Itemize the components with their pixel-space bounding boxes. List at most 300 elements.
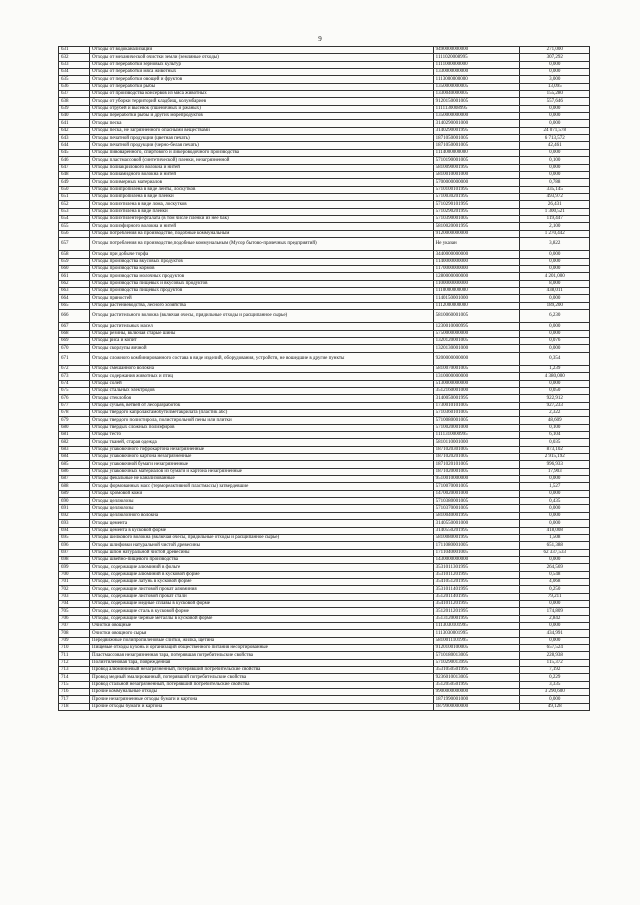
waste-code: 1330040000005 [433,91,520,98]
waste-name: Отходы упаковочного картона незагрязненные [90,454,434,461]
table-row [59,323,590,330]
waste-code: 1320120001005 [433,337,520,344]
waste-code: 3531011201995 [433,571,520,578]
waste-code: 9120150001005 [433,98,520,105]
waste-code: 3140550201995 [433,527,520,534]
waste-code: 1330000000000 [433,69,520,76]
waste-name: Отходы полиэтилена в виде пленки [90,208,434,215]
waste-name: Отходы печатной продукции (черно-белая печать) [90,142,434,149]
waste-amount: 0,000 [520,113,590,120]
waste-code: 1111130008995 [433,105,520,112]
waste-code: 5710380001005 [433,498,520,505]
row-number: 708 [59,630,90,637]
row-number: 656 [59,230,90,237]
waste-name: Отходы шелкового волокна (включая очесы, прядильные отходы и расщипанное сырье) [90,534,434,541]
table-row [59,149,590,156]
row-number: 633 [59,61,90,68]
waste-code: 1112000000000 [433,302,520,309]
waste-name: Отходы от переработки овощей и фруктов [90,76,434,83]
waste-name: Отходы фекальные не канализованные [90,476,434,483]
table-row [59,630,590,637]
table-row [59,47,590,54]
waste-code: 1113030001995 [433,630,520,637]
waste-name: Отходы, содержащие листовой прокат стали [90,593,434,600]
table-row [59,387,590,394]
waste-name: Отходы, содержащие сталь в кусковой форме [90,608,434,615]
row-number: 646 [59,157,90,164]
waste-amount: 174,809 [520,608,590,615]
waste-code: 1111000000000 [433,61,520,68]
waste-amount: 0,000 [520,258,590,265]
waste-name: Отходы резины, включая старые шины [90,330,434,337]
waste-name: Отходы содержания животных и птиц [90,373,434,380]
row-number: 660 [59,265,90,272]
waste-code: 3140290001000 [433,120,520,127]
row-number: 663 [59,287,90,294]
table-row [59,615,590,622]
waste-amount: 264,569 [520,564,590,571]
table-row [59,230,590,237]
waste-name: Очистки овощного сырья [90,630,434,637]
waste-amount: 0,000 [520,520,590,527]
table-row [59,652,590,659]
row-number: 652 [59,201,90,208]
waste-code: 9236010013005 [433,674,520,681]
waste-name: Отходы полиэтилентерефталата (в том числе пленки из нее бак) [90,215,434,222]
waste-amount: 24 071,578 [520,127,590,134]
row-number: 717 [59,696,90,703]
waste-amount: 651,388 [520,542,590,549]
waste-name: Отходы пряностей [90,295,434,302]
waste-code: 3440000000000 [433,251,520,258]
table-row [59,365,590,372]
waste-code: 1310000000000 [433,373,520,380]
waste-name: Отходы упаковочных материалов из бумаги и картона незагрязненные [90,468,434,475]
waste-code: 5810010001000 [433,171,520,178]
waste-name: Отходы полиэфирного волокна и нитей [90,223,434,230]
waste-amount: 0,000 [520,69,590,76]
waste-code: 1879900000000 [433,703,520,710]
waste-name: Отходы полипропилена в виде пленки [90,193,434,200]
waste-amount: 0,000 [520,345,590,352]
waste-table [58,46,590,711]
waste-amount: 0,788 [520,179,590,186]
waste-name: Отходы от переработки мяса животных [90,69,434,76]
waste-code: 1114000000000 [433,149,520,156]
waste-name: Отходы твердых сложных полиэфиров [90,424,434,431]
row-number: 688 [59,483,90,490]
row-number: 648 [59,171,90,178]
row-number: 702 [59,586,90,593]
table-row [59,689,590,696]
table-row [59,512,590,519]
row-number: 713 [59,667,90,674]
waste-amount: 3,000 [520,76,590,83]
waste-code: 1230010000995 [433,323,520,330]
waste-name: Отходы производства вкусовых продуктов [90,258,434,265]
row-number: 703 [59,593,90,600]
row-number: 634 [59,69,90,76]
waste-code: 5810080001995 [433,534,520,541]
waste-name: Отходы хромовой кожи [90,490,434,497]
waste-code: 3140550001000 [433,520,520,527]
waste-name: Отходы, содержащие латунь в кусковой форме [90,578,434,585]
waste-code: 3512160001000 [433,387,520,394]
waste-code: 1100000000000 [433,280,520,287]
row-number: 707 [59,622,90,629]
table-row [59,395,590,402]
row-number: 643 [59,135,90,142]
waste-amount: 3,822 [520,237,590,250]
table-row [59,265,590,272]
waste-amount: 557,646 [520,98,590,105]
row-number: 679 [59,417,90,424]
row-number: 676 [59,395,90,402]
waste-name: Отходы переработки рыбы и других морепродуктов [90,113,434,120]
waste-amount: 493,972 [520,193,590,200]
waste-code: 3531011401995 [433,586,520,593]
row-number: 681 [59,432,90,439]
waste-name: Отходы при добыче торфа [90,251,434,258]
waste-name: Отходы от переработки зерновых культур [90,61,434,68]
waste-code: 1111310000995 [433,432,520,439]
table-row [59,564,590,571]
waste-code: 1280000000000 [433,273,520,280]
row-number: 690 [59,498,90,505]
waste-amount: 0,250 [520,586,590,593]
waste-code: 5700000000000 [433,179,520,186]
waste-name: Отходы отрубей и высевок (пшеничных и ржаных) [90,105,434,112]
waste-code: 5810090001995 [433,164,520,171]
waste-name: Отходы печатной продукции (цветная печать) [90,135,434,142]
waste-amount: 0,229 [520,674,590,681]
waste-name: Отходы полиакрилового волокна и нитей [90,164,434,171]
waste-amount: 0,000 [520,323,590,330]
waste-name: Отходы цемента в кусковой форме [90,527,434,534]
waste-code: 5710070001005 [433,483,520,490]
waste-name: Прочие незагрязненные отходы бумаги и картона [90,696,434,703]
waste-name: Отходы, содержащие медные сплавы в кусковой форме [90,600,434,607]
waste-code: 5710080001005 [433,417,520,424]
waste-amount: 4 201,000 [520,273,590,280]
waste-name: Отходы производства молочных продуктов [90,273,434,280]
waste-name: Отходы твердого полистирола, полистирольной пены или плитки [90,417,434,424]
waste-code: 9900000000000 [433,689,520,696]
waste-amount: 7,192 [520,667,590,674]
waste-amount: 0,000 [520,295,590,302]
row-number: 654 [59,215,90,222]
row-number: 651 [59,193,90,200]
waste-code: 5810040001995 [433,512,520,519]
row-number: 706 [59,615,90,622]
waste-code: 1140150001000 [433,295,520,302]
table-row [59,330,590,337]
waste-name: Провод медный эмалированный, потерявший потребительские свойства [90,674,434,681]
waste-name: Отходы целлюлозы [90,505,434,512]
table-row [59,135,590,142]
waste-amount: 0,000 [520,505,590,512]
waste-code: 5710020001000 [433,424,520,431]
row-number: 684 [59,454,90,461]
waste-name: Отходы целлюлозного волокна [90,512,434,519]
table-row [59,659,590,666]
waste-amount: 48,609 [520,417,590,424]
waste-code: 5810070001005 [433,365,520,372]
waste-amount: 0,100 [520,424,590,431]
row-number: 667 [59,323,90,330]
waste-name: Отходы стальных электродов [90,387,434,394]
waste-code: 3513120001995 [433,615,520,622]
row-number: 692 [59,512,90,519]
table-row [59,105,590,112]
table-row [59,208,590,215]
waste-amount: 155,280 [520,91,590,98]
row-number: 668 [59,330,90,337]
row-number: 677 [59,402,90,409]
row-number: 680 [59,424,90,431]
row-number: 631 [59,47,90,54]
row-number: 693 [59,520,90,527]
waste-code: 1871020101005 [433,461,520,468]
waste-amount: 0,000 [520,637,590,644]
waste-name: Отходы шлифовки натуральной чистой древесины [90,542,434,549]
waste-amount: 0,100 [520,157,590,164]
waste-amount: 0,000 [520,490,590,497]
waste-name: Отходы сложного комбинированного состава в виде изделий, оборудования, устройств, не вошедшие в другие пункты [90,352,434,365]
waste-amount: 0,000 [520,105,590,112]
waste-amount: 0,000 [520,512,590,519]
waste-code: 1711040001005 [433,549,520,556]
waste-name: Отходы сучьев, ветвей от лесоразработок [90,402,434,409]
row-number: 639 [59,105,90,112]
waste-code: 1113000000000 [433,76,520,83]
waste-amount: 307,292 [520,54,590,61]
waste-name: Отходы, содержащие алюминий в фольге [90,564,434,571]
waste-amount: 119,447 [520,215,590,222]
waste-code: 5710100101995 [433,186,520,193]
waste-code: 9200000000000 [433,352,520,365]
waste-code: 5810060001005 [433,309,520,322]
table-row [59,608,590,615]
row-number: 705 [59,608,90,615]
table-row [59,439,590,446]
row-number: 715 [59,681,90,688]
waste-name: Провод алюминиевый незагрязненный, потерявший потребительские свойства [90,667,434,674]
waste-code: 9120100100005 [433,645,520,652]
waste-amount: 0,548 [520,571,590,578]
row-number: 712 [59,659,90,666]
waste-amount: 6 713,572 [520,135,590,142]
waste-name: Отходы растительных масел [90,323,434,330]
waste-code: 5710370001005 [433,505,520,512]
waste-name: Отходы цемента [90,520,434,527]
table-row [59,251,590,258]
waste-name: Отходы скорлупы яичной [90,345,434,352]
waste-code: 3531011301995 [433,564,520,571]
waste-code: 1350000000005 [433,83,520,90]
waste-amount: 49,128 [520,703,590,710]
waste-name: Отходы от переработки рыбы [90,83,434,90]
waste-code: 1320130001000 [433,345,520,352]
row-number: 665 [59,302,90,309]
row-number: 635 [59,76,90,83]
waste-code: 1871990001000 [433,696,520,703]
table-row [59,223,590,230]
row-number: 685 [59,461,90,468]
waste-code: 1871050001005 [433,142,520,149]
waste-code: 5710030201995 [433,193,520,200]
waste-name: Отходы производства кормов [90,265,434,272]
table-row [59,157,590,164]
row-number: 675 [59,387,90,394]
waste-code: 1470020001000 [433,490,520,497]
row-number: 657 [59,237,90,250]
waste-code: 9510010000000 [433,476,520,483]
waste-name: Прочие коммунальные отходы [90,689,434,696]
waste-code: 1871020201005 [433,454,520,461]
waste-amount: 0,000 [520,164,590,171]
waste-amount: 3,335 [520,681,590,688]
table-row [59,142,590,149]
waste-amount: 2,322 [520,410,590,417]
waste-code: 5710290101995 [433,201,520,208]
waste-amount: 434,991 [520,630,590,637]
waste-amount: 6,230 [520,309,590,322]
row-number: 674 [59,380,90,387]
waste-name: Отходы солей [90,380,434,387]
waste-name: Отходы тесто [90,432,434,439]
waste-amount: 79,211 [520,593,590,600]
waste-name: Отходы стеклобоя [90,395,434,402]
waste-code: 3140290001995 [433,127,520,134]
row-number: 632 [59,54,90,61]
table-row [59,674,590,681]
table-row [59,201,590,208]
table-row [59,696,590,703]
waste-name: Отходы, содержащие черные металлы в кусковой форме [90,615,434,622]
waste-amount: 0,000 [520,622,590,629]
waste-code: 3512011401995 [433,593,520,600]
row-number: 644 [59,142,90,149]
table-row [59,337,590,344]
table-row [59,571,590,578]
table-row [59,164,590,171]
waste-name: Отходы производства пищевых продуктов [90,287,434,294]
waste-name: Отходы полимерных материалов [90,179,434,186]
waste-name: Отходы растениеводства, лесного хозяйства [90,302,434,309]
table-row [59,171,590,178]
row-number: 661 [59,273,90,280]
waste-code: 9490000000000 [433,47,520,54]
table-row [59,556,590,563]
row-number: 642 [59,127,90,134]
waste-name: Прочие отходы бумаги и картона [90,703,434,710]
waste-amount: 1,527 [520,483,590,490]
waste-code: 5710290013995 [433,659,520,666]
waste-name: Полиэтиленовая тара, поврежденная [90,659,434,666]
row-number: 658 [59,251,90,258]
row-number: 659 [59,258,90,265]
waste-amount: 438,011 [520,287,590,294]
waste-code: 5810011101995 [433,637,520,644]
table-row [59,69,590,76]
waste-code: 5710180013005 [433,652,520,659]
row-number: 687 [59,476,90,483]
waste-amount: 0,000 [520,265,590,272]
waste-amount: 189,200 [520,302,590,309]
row-number: 695 [59,534,90,541]
row-number: 655 [59,223,90,230]
table-row [59,215,590,222]
table-row [59,302,590,309]
waste-amount: 0,000 [520,556,590,563]
table-row [59,83,590,90]
row-number: 670 [59,345,90,352]
table-row [59,424,590,431]
table-row [59,542,590,549]
table-row [59,549,590,556]
waste-amount: 0,076 [520,337,590,344]
table-row [59,534,590,541]
table-row [59,76,590,83]
row-number: 704 [59,600,90,607]
waste-name: Провод стальной незагрязненный, потерявший потребительские свойства [90,681,434,688]
waste-name: Отходы потребления на производстве, подобные коммунальным [90,230,434,237]
row-number: 640 [59,113,90,120]
row-number: 701 [59,578,90,585]
waste-code: 5710390001005 [433,215,520,222]
waste-code: 3140050001995 [433,395,520,402]
table-row [59,622,590,629]
row-number: 698 [59,556,90,563]
waste-amount: 1 270,442 [520,230,590,237]
row-number: 662 [59,280,90,287]
table-row [59,637,590,644]
waste-name: Отходы от механической очистки земли (земляные отходы) [90,54,434,61]
waste-code: 3541011201995 [433,600,520,607]
waste-code: 1111020008995 [433,54,520,61]
waste-name: Отходы полипропилена в виде ленты, лоскутков [90,186,434,193]
table-row [59,273,590,280]
table-row [59,287,590,294]
waste-name: Пластмассовая незагрязненная тара, потерявшая потребительские свойства [90,652,434,659]
waste-amount: 1,508 [520,534,590,541]
row-number: 682 [59,439,90,446]
table-row [59,352,590,365]
waste-amount: 1 300,521 [520,208,590,215]
waste-code: 5810020001995 [433,223,520,230]
row-number: 697 [59,549,90,556]
waste-amount: 17,903 [520,468,590,475]
waste-amount: 8,000 [520,280,590,287]
waste-code: 1110000000000 [433,287,520,294]
row-number: 672 [59,365,90,372]
waste-amount: 0,000 [520,696,590,703]
waste-code: 1113030101995 [433,622,520,629]
table-row [59,681,590,688]
waste-name: Отходы твердого капролактамобутилметакрилата (пластик абс) [90,410,434,417]
table-row [59,98,590,105]
row-number: 664 [59,295,90,302]
row-number: 689 [59,490,90,497]
waste-name: Отходы пивоваренного, спиртового и ликероводочного производства [90,149,434,156]
waste-amount: 62 337,533 [520,549,590,556]
waste-amount: 2,100 [520,223,590,230]
row-number: 673 [59,373,90,380]
row-number: 709 [59,637,90,644]
waste-name: Отходы от производства консервов из мяса животных [90,91,434,98]
waste-amount: 0,000 [520,120,590,127]
